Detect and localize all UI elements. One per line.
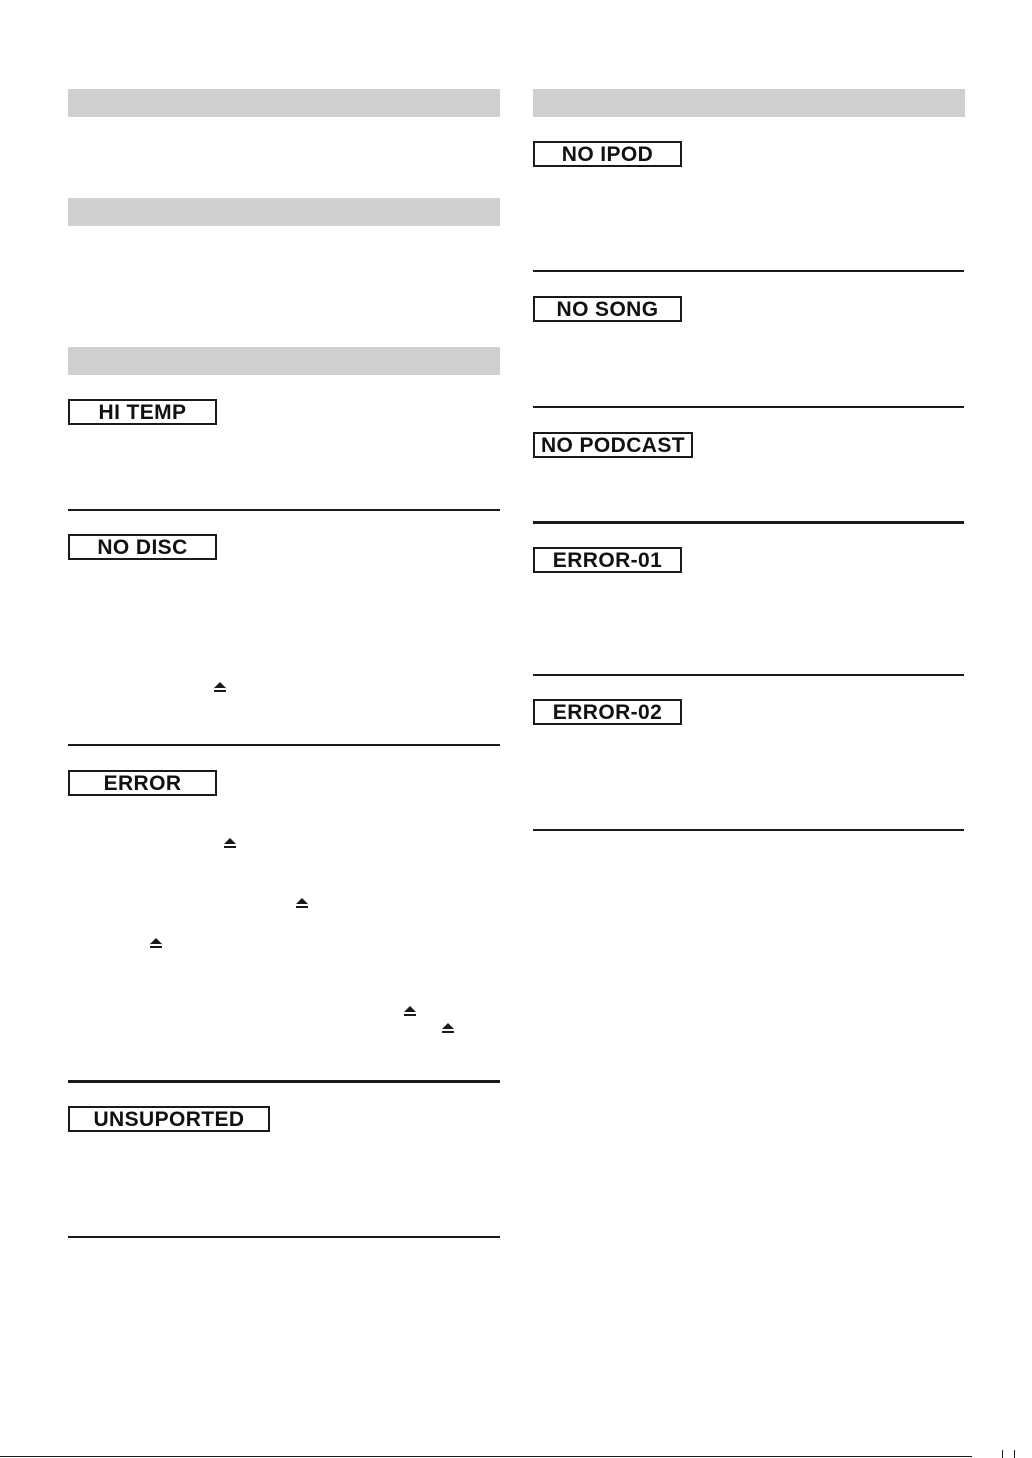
crop-mark [1014, 1450, 1015, 1458]
eject-icon [150, 938, 162, 949]
divider [68, 1080, 500, 1083]
message-unsupported: UNSUPORTED [68, 1106, 270, 1132]
message-no-song: NO SONG [533, 296, 682, 322]
message-error-02: ERROR-02 [533, 699, 682, 725]
divider [68, 509, 500, 511]
section-header-band [68, 89, 500, 117]
divider [533, 406, 964, 408]
divider [533, 674, 964, 676]
divider [533, 521, 964, 524]
message-no-podcast: NO PODCAST [533, 432, 693, 458]
eject-icon [442, 1023, 454, 1034]
message-no-ipod: NO IPOD [533, 141, 682, 167]
section-header-band [68, 198, 500, 226]
divider [533, 829, 964, 831]
message-error: ERROR [68, 770, 217, 796]
divider [68, 1236, 500, 1238]
message-hi-temp: HI TEMP [68, 399, 217, 425]
page-footer-rule [0, 1456, 972, 1457]
eject-icon [224, 838, 236, 849]
divider [533, 270, 964, 272]
eject-icon [296, 898, 308, 909]
section-header-band [68, 347, 500, 375]
eject-icon [404, 1006, 416, 1017]
divider [68, 744, 500, 746]
message-no-disc: NO DISC [68, 534, 217, 560]
message-error-01: ERROR-01 [533, 547, 682, 573]
crop-mark [1002, 1450, 1003, 1458]
eject-icon [214, 682, 226, 693]
section-header-band [533, 89, 965, 117]
